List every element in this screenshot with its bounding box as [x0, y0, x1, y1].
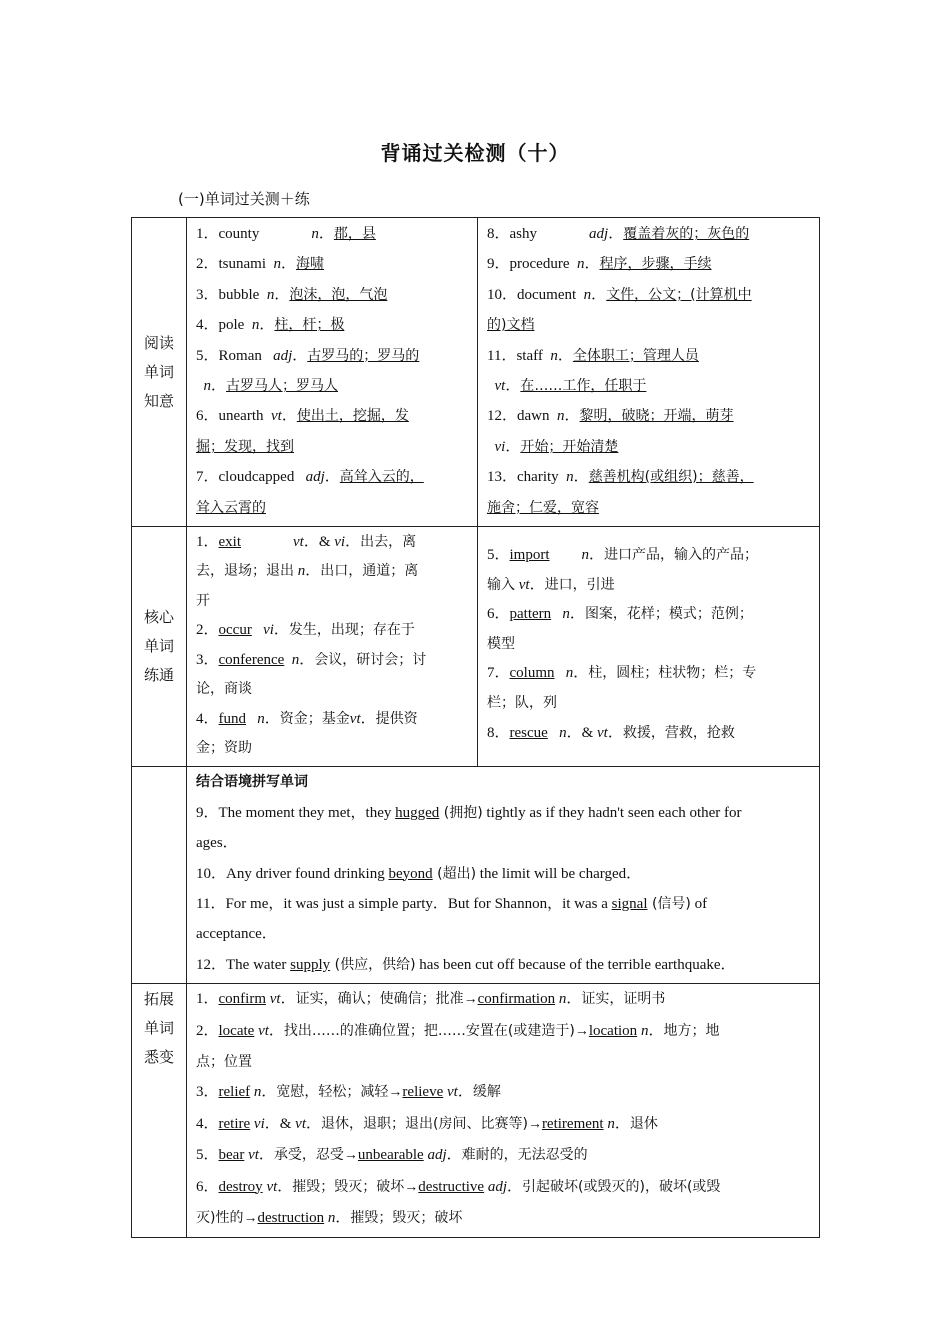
vocab-item: 8．ashy adj．覆盖着灰的；灰色的	[487, 226, 750, 242]
vocab-item: 2．occur vi．发生，出现；存在于	[196, 622, 415, 639]
word-family-2: 2．locate vt．找出……的准确位置；把……安置在(或建造于)→location n．地方；地	[196, 1022, 720, 1039]
core-left-cell: 1．exit vt．& vi．出去，离 去，退场；退出 n．出口，通道；离 开 2．occur vi．发生，出现；存在于 3．conference n．会议，研讨会；讨 论，商谈 4．fund n．资金；基金vt．提供资 金；资助	[187, 527, 478, 767]
vocab-item: 2．tsunami n．海啸	[196, 256, 325, 273]
word-family-1: 1．confirm vt．证实，确认；使确信；批准→confirmation n．证实，证明书	[196, 991, 666, 1008]
sentence-11: 11．For me，it was just a simple party．But for Shannon，it was a signal (信号) of	[196, 895, 708, 912]
sentence-10: 10．Any driver found drinking beyond (超出) the limit will be charged．	[196, 865, 642, 882]
vocab-item: 4．fund n．资金；基金vt．提供资	[196, 710, 418, 727]
reading-left-cell: 1．county n．郡，县 2．tsunami n．海啸 3．bubble n．泡沫，泡，气泡 4．pole n．柱，杆；极 5．Roman adj．古罗马的；罗马的 n．古罗马人；罗马人 6．unearth vt．使出土，挖掘，发 掘；发现，找到 7．cloudcapped adj．高耸入云的， 耸入云霄的	[187, 218, 478, 527]
word-family-3: 3．relief n．宽慰，轻松；减轻→relieve vt．缓解	[196, 1084, 501, 1101]
section-subtitle: (一)单词过关测＋练	[178, 190, 310, 208]
word-family-6: 6．destroy vt．摧毁；毁灭；破坏→destructive adj．引起破坏(或毁灭的)，破坏(或毁	[196, 1178, 721, 1195]
vocab-item: 7．column n．柱，圆柱；柱状物；栏；专	[487, 665, 757, 682]
core-right-cell: 5．import n．进口产品，输入的产品； 输入 vt．进口，引进 6．pattern n．图案，花样；模式；范例； 模型 7．column n．柱，圆柱；柱状物；栏；专 栏；队，列 8．rescue n．& vt．救援，营救，抢救	[478, 527, 820, 767]
expand-label: 拓展 单词 悉变	[132, 984, 187, 1238]
vocab-item: 11．staff n．全体职工；管理人员	[487, 347, 699, 364]
expand-cell: 1．confirm vt．证实，确认；使确信；批准→confirmation n．证实，证明书 2．locate vt．找出……的准确位置；把……安置在(或建造于)→location n．地方；地 点；位置 3．relief n．宽慰，轻松；减轻→relieve vt．缓解 4．retire vi．& vt．退休，退职；退出(房间、比赛等)→retirement n．退休 5．bear vt．承受，忍受→unbearable adj．难耐的，无法忍受的 6．destroy vt．摧毁；毁灭；破坏→destructive adj．引起破坏(或毁灭的)，破坏(或毁 灭)性的→destruction n．摧毁；毁灭；破坏	[187, 984, 820, 1238]
vocab-item: 7．cloudcapped adj．高耸入云的，	[196, 469, 424, 486]
vocab-item: 3．bubble n．泡沫，泡，气泡	[196, 286, 388, 303]
core-label: 核心 单词 练通	[132, 527, 187, 767]
vocab-item: 13．charity n．慈善机构(或组织)；慈善，	[487, 469, 754, 486]
context-cell: 结合语境拼写单词 9．The moment they met，they hugged (拥抱) tightly as if they hadn't seen each other for ages． 10．Any driver found drinking beyond (超出) the limit will be charged． 11．For me，it was just a simple party．But for Shannon，it was a signal (信号) of acceptance． 12．The water supply (供应，供给) has been cut off because of the terrible earthquake．	[187, 767, 820, 984]
vocab-item: 10．document n．文件，公文；(计算机中	[487, 286, 752, 303]
reading-row	[132, 218, 820, 527]
vocab-table	[131, 217, 820, 1238]
vocab-item: 5．import n．进口产品，输入的产品；	[487, 547, 759, 564]
word-family-5: 5．bear vt．承受，忍受→unbearable adj．难耐的，无法忍受的	[196, 1147, 588, 1164]
context-label	[132, 767, 187, 984]
vocab-item: 8．rescue n．& vt．救援，营救，抢救	[487, 724, 735, 741]
reading-right-cell: 8．ashy adj．覆盖着灰的；灰色的 9．procedure n．程序，步骤，手续 10．document n．文件，公文；(计算机中 的)文档 11．staff n．全体职工；管理人员 vt．在……工作，任职于 12．dawn n．黎明，破晓；开端，萌芽 vi．开始；开始清楚 13．charity n．慈善机构(或组织)；慈善， 施舍；仁爱，宽容	[478, 218, 820, 527]
sentence-9: 9．The moment they met，they hugged (拥抱) tightly as if they hadn't seen each other for	[196, 804, 742, 821]
expand-row	[132, 984, 820, 1238]
vocab-item: 12．dawn n．黎明，破晓；开端，萌芽	[487, 408, 734, 425]
vocab-item: 9．procedure n．程序，步骤，手续	[487, 256, 712, 273]
vocab-item: 5．Roman adj．古罗马的；罗马的	[196, 347, 420, 364]
vocab-item: 3．conference n．会议，研讨会；讨	[196, 651, 427, 668]
context-row	[132, 767, 820, 984]
vocab-item: 4．pole n．柱，杆；极	[196, 317, 345, 334]
core-row	[132, 527, 820, 767]
word-family-4: 4．retire vi．& vt．退休，退职；退出(房间、比赛等)→retirement n．退休	[196, 1115, 658, 1132]
page-title: 背诵过关检测（十）	[380, 141, 570, 165]
vocab-item: 6．pattern n．图案，花样；模式；范例；	[487, 606, 753, 623]
sentence-12: 12．The water supply (供应，供给) has been cut off because of the terrible earthquake．	[196, 956, 736, 973]
context-heading: 结合语境拼写单词	[196, 774, 308, 791]
reading-label: 阅读 单词 知意	[132, 218, 187, 527]
vocab-item: 6．unearth vt．使出土，挖掘，发	[196, 408, 409, 425]
vocab-item: 1．county n．郡，县	[196, 226, 376, 242]
vocab-item: 1．exit vt．& vi．出去，离	[196, 534, 417, 551]
